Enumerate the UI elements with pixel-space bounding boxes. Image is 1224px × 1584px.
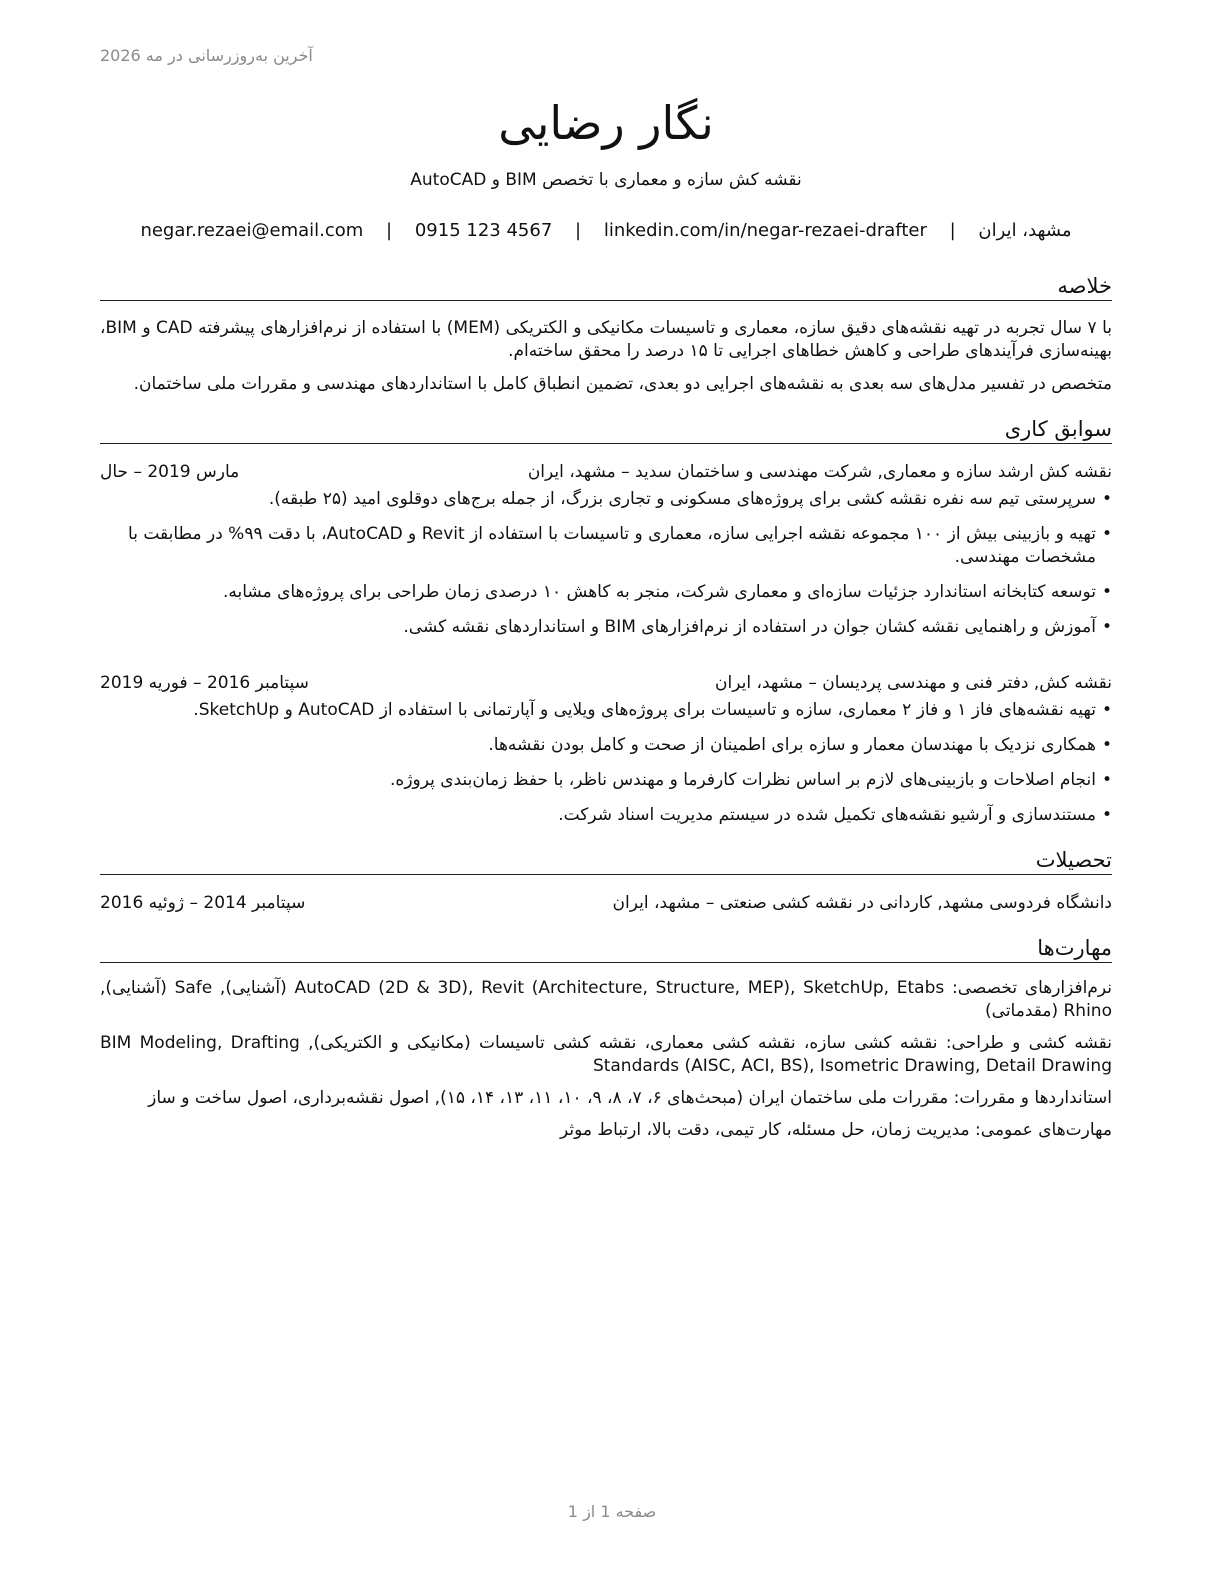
section-heading-education: تحصیلات <box>100 847 1112 875</box>
job-title-company: نقشه کش, دفتر فنی و مهندسی پردیسان – مشهد، ایران <box>715 673 1112 693</box>
education-section <box>100 847 1112 915</box>
job-bullet: • تهیه نقشه‌های فاز ۱ و فاز ۲ معماری، سازه و تاسیسات برای پروژه‌های ویلایی و آپارتمانی با استفاده از AutoCAD و SketchUp. <box>100 699 1112 722</box>
resume-page <box>100 95 1112 1142</box>
summary-paragraph: با ۷ سال تجربه در تهیه نقشه‌های دقیق سازه، معماری و تاسیسات مکانیکی و الکتریکی (MEM) با استفاده از نرم‌افزارهای پیشرفته CAD و BIM، بهینه‌سازی فرآیندهای طراحی و کاهش خطاهای اجرایی تا ۱۵ درصد را محقق ساخته‌ام. <box>100 318 1112 361</box>
education-dates: سپتامبر 2014 – ژوئیه 2016 <box>100 893 306 913</box>
job-title-company: نقشه کش ارشد سازه و معماری, شرکت مهندسی و ساختمان سدید – مشهد، ایران <box>527 462 1112 482</box>
skills-line: استانداردها و مقررات: مقررات ملی ساختمان ایران (مبحث‌های ۶، ۷، ۸، ۹، ۱۰، ۱۱، ۱۳، ۱۴، ۱۵), اصول نقشه‌برداری، اصول ساخت و ساز <box>148 1088 1112 1108</box>
contact-location: مشهد، ایران <box>978 220 1072 241</box>
job-bullet: • انجام اصلاحات و بازبینی‌های لازم بر اساس نظرات کارفرما و مهندس ناظر، با حفظ زمان‌بندی پروژه. <box>100 769 1112 792</box>
contact-separator: | <box>575 220 582 241</box>
job-header <box>100 671 1112 695</box>
job-bullet: • سرپرستی تیم سه نفره نقشه کشی برای پروژه‌های مسکونی و تجاری بزرگ، از جمله برج‌های دوقلوی امید (۲۵ طبقه). <box>100 488 1112 511</box>
job-header <box>100 460 1112 484</box>
education-institution: دانشگاه فردوسی مشهد, کاردانی در نقشه کشی صنعتی – مشهد، ایران <box>612 893 1112 913</box>
page-number: صفحه 1 از 1 <box>567 1502 657 1521</box>
job-bullet: • همکاری نزدیک با مهندسان معمار و سازه برای اطمینان از صحت و کامل بودن نقشه‌ها. <box>100 734 1112 757</box>
section-heading-summary: خلاصه <box>100 273 1112 301</box>
skills-line: مهارت‌های عمومی: مدیریت زمان، حل مسئله، کار تیمی، دقت بالا، ارتباط موثر <box>559 1120 1112 1140</box>
job-bullet: • آموزش و راهنمایی نقشه کشان جوان در استفاده از نرم‌افزارهای BIM و استانداردهای نقشه کشی. <box>100 616 1112 639</box>
contact-phone[interactable]: 0915 123 4567 <box>414 220 553 241</box>
section-heading-skills: مهارت‌ها <box>100 935 1112 963</box>
summary-section <box>100 273 1112 396</box>
skills-line: نرم‌افزارهای تخصصی: AutoCAD (2D & 3D), Revit (Architecture, Structure, MEP), SketchUp, Etabs (آشنایی), Safe (آشنایی), Rhino (مقدماتی) <box>100 978 1113 1021</box>
job-bullets <box>100 488 1112 639</box>
job-bullet: • تهیه و بازبینی بیش از ۱۰۰ مجموعه نقشه اجرایی سازه، معماری و تاسیسات با استفاده از Revit و AutoCAD، با دقت ۹۹% در مطابقت با مشخصات مهندسی. <box>100 523 1112 569</box>
section-heading-experience: سوابق کاری <box>100 416 1112 444</box>
skills-section <box>100 935 1112 1142</box>
job-entry <box>100 460 1112 639</box>
job-dates: سپتامبر 2016 – فوریه 2019 <box>100 673 309 693</box>
contact-email[interactable]: negar.rezaei@email.com <box>140 220 364 241</box>
job-dates: مارس 2019 – حال <box>100 462 240 482</box>
contact-linkedin[interactable]: linkedin.com/in/negar-rezaei-drafter <box>603 220 927 241</box>
education-entry <box>100 891 1112 915</box>
job-bullet: • توسعه کتابخانه استاندارد جزئیات سازه‌ای و معماری شرکت، منجر به کاهش ۱۰ درصدی زمان طراحی برای پروژه‌های مشابه. <box>100 581 1112 604</box>
contact-line <box>100 219 1112 243</box>
job-entry <box>100 671 1112 827</box>
last-updated-note: آخرین به‌روزرسانی در مه 2026 <box>100 46 313 65</box>
contact-separator: | <box>386 220 393 241</box>
contact-separator: | <box>949 220 956 241</box>
summary-paragraph: متخصص در تفسیر مدل‌های سه بعدی به نقشه‌های اجرایی دو بعدی، تضمین انطباق کامل با استانداردهای مهندسی و مقررات ملی ساختمان. <box>133 374 1112 394</box>
skills-line: نقشه کشی و طراحی: نقشه کشی سازه، نقشه کشی معماری، نقشه کشی تاسیسات (مکانیکی و الکتریکی), BIM Modeling, Drafting Standards (AISC, ACI, BS), Isometric Drawing, Detail Drawing <box>100 1033 1112 1076</box>
job-bullet: • مستندسازی و آرشیو نقشه‌های تکمیل شده در سیستم مدیریت اسناد شرکت. <box>100 804 1112 827</box>
job-title: نقشه کش سازه و معماری با تخصص BIM و AutoCAD <box>410 170 802 190</box>
job-bullets <box>100 699 1112 827</box>
experience-section <box>100 416 1112 827</box>
candidate-name: نگار رضایی <box>498 96 714 150</box>
